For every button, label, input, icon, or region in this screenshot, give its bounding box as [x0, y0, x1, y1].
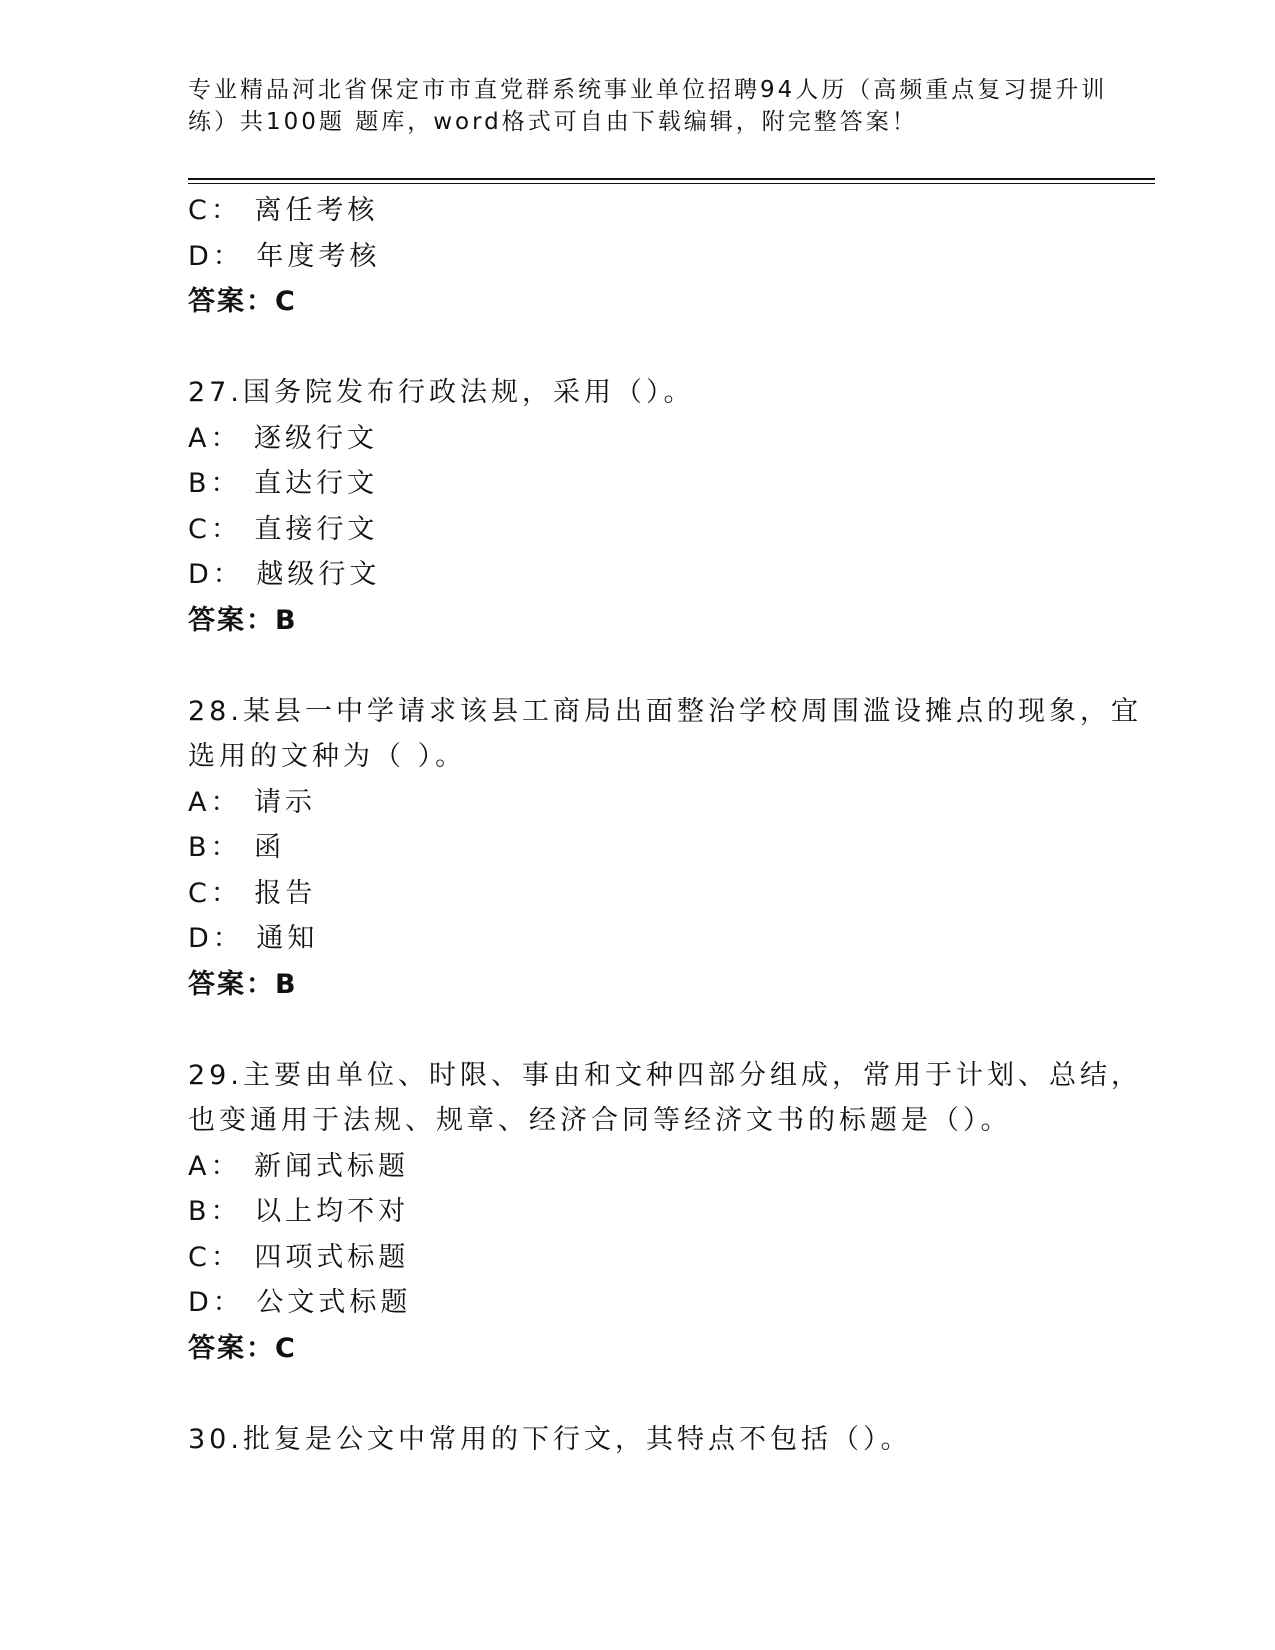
spacer	[188, 325, 1118, 371]
q28-option-a: A： 请示	[188, 786, 317, 818]
q28-stem-line-2: 选用的文种为（ ）。	[188, 741, 467, 772]
q28-stem	[188, 689, 1142, 780]
q27-option-d: D： 越级行文	[188, 559, 381, 590]
q29-stem	[188, 1053, 1142, 1144]
q28-stem-line-1: 28.某县一中学请求该县工商局出面整治学校周围滥设摊点的现象，宜	[188, 695, 1142, 727]
q29-option-d: D： 公文式标题	[188, 1287, 412, 1318]
q29-stem-line-1: 29.主要由单位、时限、事由和文种四部分组成，常用于计划、总结，	[188, 1059, 1142, 1091]
q27-answer: 答案：B	[188, 604, 298, 636]
q28-option-d: D： 通知	[188, 923, 319, 954]
spacer	[188, 1007, 1118, 1053]
q26-option-d: D： 年度考核	[188, 240, 381, 272]
q27-stem: 27.国务院发布行政法规，采用（）。	[188, 377, 695, 408]
q29-option-a: A： 新闻式标题	[188, 1150, 410, 1182]
q28-option-c: C： 报告	[188, 877, 317, 909]
q29-option-c: C： 四项式标题	[188, 1241, 410, 1273]
spacer	[188, 1371, 1118, 1417]
q28-answer: 答案：B	[188, 968, 298, 1000]
q29-option-b: B： 以上均不对	[188, 1196, 410, 1227]
q28-option-b: B： 函	[188, 832, 286, 863]
q27-option-b: B： 直达行文	[188, 468, 379, 499]
question-list	[188, 188, 1142, 1462]
q29-stem-line-2: 也变通用于法规、规章、经济合同等经济文书的标题是（）。	[188, 1105, 1012, 1136]
header-line-2: 练）共100题 题库，word格式可自由下载编辑，附完整答案！	[188, 109, 918, 135]
q27-option-c: C： 直接行文	[188, 513, 379, 545]
q26-option-c: C： 离任考核	[188, 195, 379, 226]
q26-answer: 答案：C	[188, 286, 297, 317]
header-line-1: 专业精品河北省保定市市直党群系统事业单位招聘94人历（高频重点复习提升训	[188, 77, 1108, 103]
q30-stem: 30.批复是公文中常用的下行文，其特点不包括（）。	[188, 1423, 912, 1455]
spacer	[188, 643, 1118, 689]
q29-answer: 答案：C	[188, 1332, 297, 1364]
header-rule-thick	[188, 178, 1155, 180]
q27-option-a: A： 逐级行文	[188, 422, 379, 454]
document-header	[188, 74, 1108, 138]
header-rule-thin	[188, 183, 1155, 184]
